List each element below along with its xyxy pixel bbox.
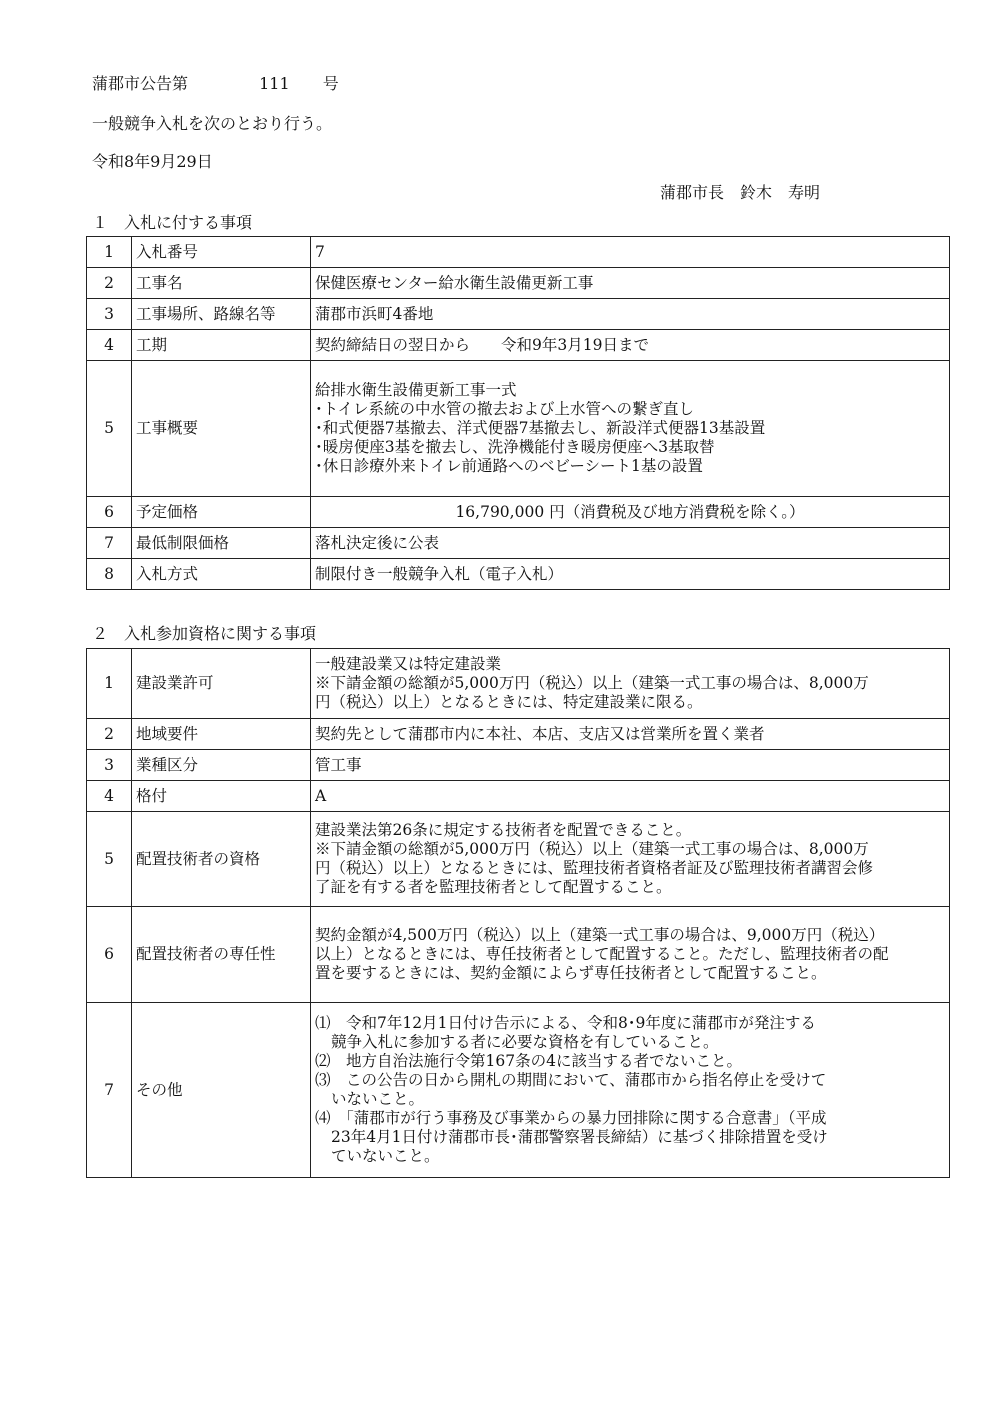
- table-row: [87, 237, 950, 268]
- row-item: 入札番号: [132, 237, 311, 268]
- row-item: 格付: [132, 781, 311, 812]
- table-row: [87, 361, 950, 497]
- table-row: [87, 497, 950, 528]
- row-number: 6: [87, 907, 132, 1003]
- row-item: 工事概要: [132, 361, 311, 497]
- row-number: 6: [87, 497, 132, 528]
- table-row: [87, 1003, 950, 1178]
- row-content: 落札決定後に公表: [311, 528, 950, 559]
- statement: 一般競争入札を次のとおり行う。: [92, 114, 333, 133]
- table-row: [87, 812, 950, 907]
- table-row: [87, 907, 950, 1003]
- row-item: 工事名: [132, 268, 311, 299]
- row-number: 8: [87, 559, 132, 590]
- row-number: 2: [87, 719, 132, 750]
- row-content: 契約締結日の翌日から 令和9年3月19日まで: [311, 330, 950, 361]
- section1-table: [86, 236, 950, 590]
- row-item: 配置技術者の専任性: [132, 907, 311, 1003]
- notice-number: 111: [259, 74, 290, 93]
- row-number: 1: [87, 649, 132, 719]
- table-row: [87, 559, 950, 590]
- section2-table: [86, 648, 950, 1178]
- row-number: 1: [87, 237, 132, 268]
- row-content: 保健医療センター給水衛生設備更新工事: [311, 268, 950, 299]
- table-row: [87, 781, 950, 812]
- issuer: 蒲郡市長 鈴木 寿明: [660, 183, 821, 202]
- row-content: 管工事: [311, 750, 950, 781]
- row-number: 7: [87, 528, 132, 559]
- row-content: 建設業法第26条に規定する技術者を配置できること。 ※下請金額の総額が5,000万円（税込）以上（建築一式工事の場合は、8,000万 円（税込）以上）となるときには、監理技術者資格者証及び監理技術者講習会修 了証を有する者を監理技術者として配置すること。: [311, 812, 950, 907]
- table-row: [87, 330, 950, 361]
- table-row: [87, 719, 950, 750]
- row-item: 最低制限価格: [132, 528, 311, 559]
- row-item: 入札方式: [132, 559, 311, 590]
- row-content: ⑴ 令和7年12月1日付け告示による、令和8･9年度に蒲郡市が発注する 競争入札に参加する者に必要な資格を有していること。 ⑵ 地方自治法施行令第167条の4に該当する者でないこと。 ⑶ この公告の日から開札の期間において、蒲郡市から指名停止を受けて いないこと。 ⑷ 「蒲郡市が行う事務及び事業からの暴力団排除に関する合意書」（平成 23年4月1日付け蒲郡市長･蒲郡警察署長締結）に基づく排除措置を受け ていないこと。: [311, 1003, 950, 1178]
- section1-title: １ 入札に付する事項: [92, 213, 253, 232]
- row-content: 給排水衛生設備更新工事一式 ･トイレ系統の中水管の撤去および上水管への繋ぎ直し ･和式便器7基撤去、洋式便器7基撤去し、新設洋式便器13基設置 ･暖房便座3基を撤去し、洗浄機能付き暖房便座へ3基取替 ･休日診療外来トイレ前通路へのベビーシート1基の設置: [311, 361, 950, 497]
- row-content: A: [311, 781, 950, 812]
- table-row: [87, 299, 950, 330]
- table-row: [87, 750, 950, 781]
- row-content: 契約金額が4,500万円（税込）以上（建築一式工事の場合は、9,000万円（税込） 以上）となるときには、専任技術者として配置すること。ただし、監理技術者の配 置を要するときには、契約金額によらず専任技術者として配置すること。: [311, 907, 950, 1003]
- row-content: 7: [311, 237, 950, 268]
- row-number: 4: [87, 781, 132, 812]
- row-content: 蒲郡市浜町4番地: [311, 299, 950, 330]
- row-item: 建設業許可: [132, 649, 311, 719]
- row-content: 一般建設業又は特定建設業 ※下請金額の総額が5,000万円（税込）以上（建築一式工事の場合は、8,000万 円（税込）以上）となるときには、特定建設業に限る。: [311, 649, 950, 719]
- row-content: [311, 497, 950, 528]
- table-row: [87, 268, 950, 299]
- row-number: 7: [87, 1003, 132, 1178]
- row-number: 3: [87, 750, 132, 781]
- row-item: 業種区分: [132, 750, 311, 781]
- notice-date: 令和8年9月29日: [92, 152, 213, 171]
- row-number: 5: [87, 812, 132, 907]
- row-content: 契約先として蒲郡市内に本社、本店、支店又は営業所を置く業者: [311, 719, 950, 750]
- row-number: 5: [87, 361, 132, 497]
- row-item: その他: [132, 1003, 311, 1178]
- notice-suffix: 号: [322, 74, 339, 93]
- table-row: [87, 649, 950, 719]
- row-item: 予定価格: [132, 497, 311, 528]
- row-content: 制限付き一般競争入札（電子入札）: [311, 559, 950, 590]
- row-item: 工事場所、路線名等: [132, 299, 311, 330]
- row-number: 2: [87, 268, 132, 299]
- notice-number-line: [92, 74, 339, 94]
- planned-price: 16,790,000 円（消費税及び地方消費税を除く。）: [455, 502, 805, 521]
- notice-prefix: 蒲郡市公告第: [92, 74, 189, 93]
- table-row: [87, 528, 950, 559]
- section2-title: ２ 入札参加資格に関する事項: [92, 624, 317, 643]
- row-number: 4: [87, 330, 132, 361]
- row-item: 配置技術者の資格: [132, 812, 311, 907]
- row-item: 地域要件: [132, 719, 311, 750]
- row-number: 3: [87, 299, 132, 330]
- row-item: 工期: [132, 330, 311, 361]
